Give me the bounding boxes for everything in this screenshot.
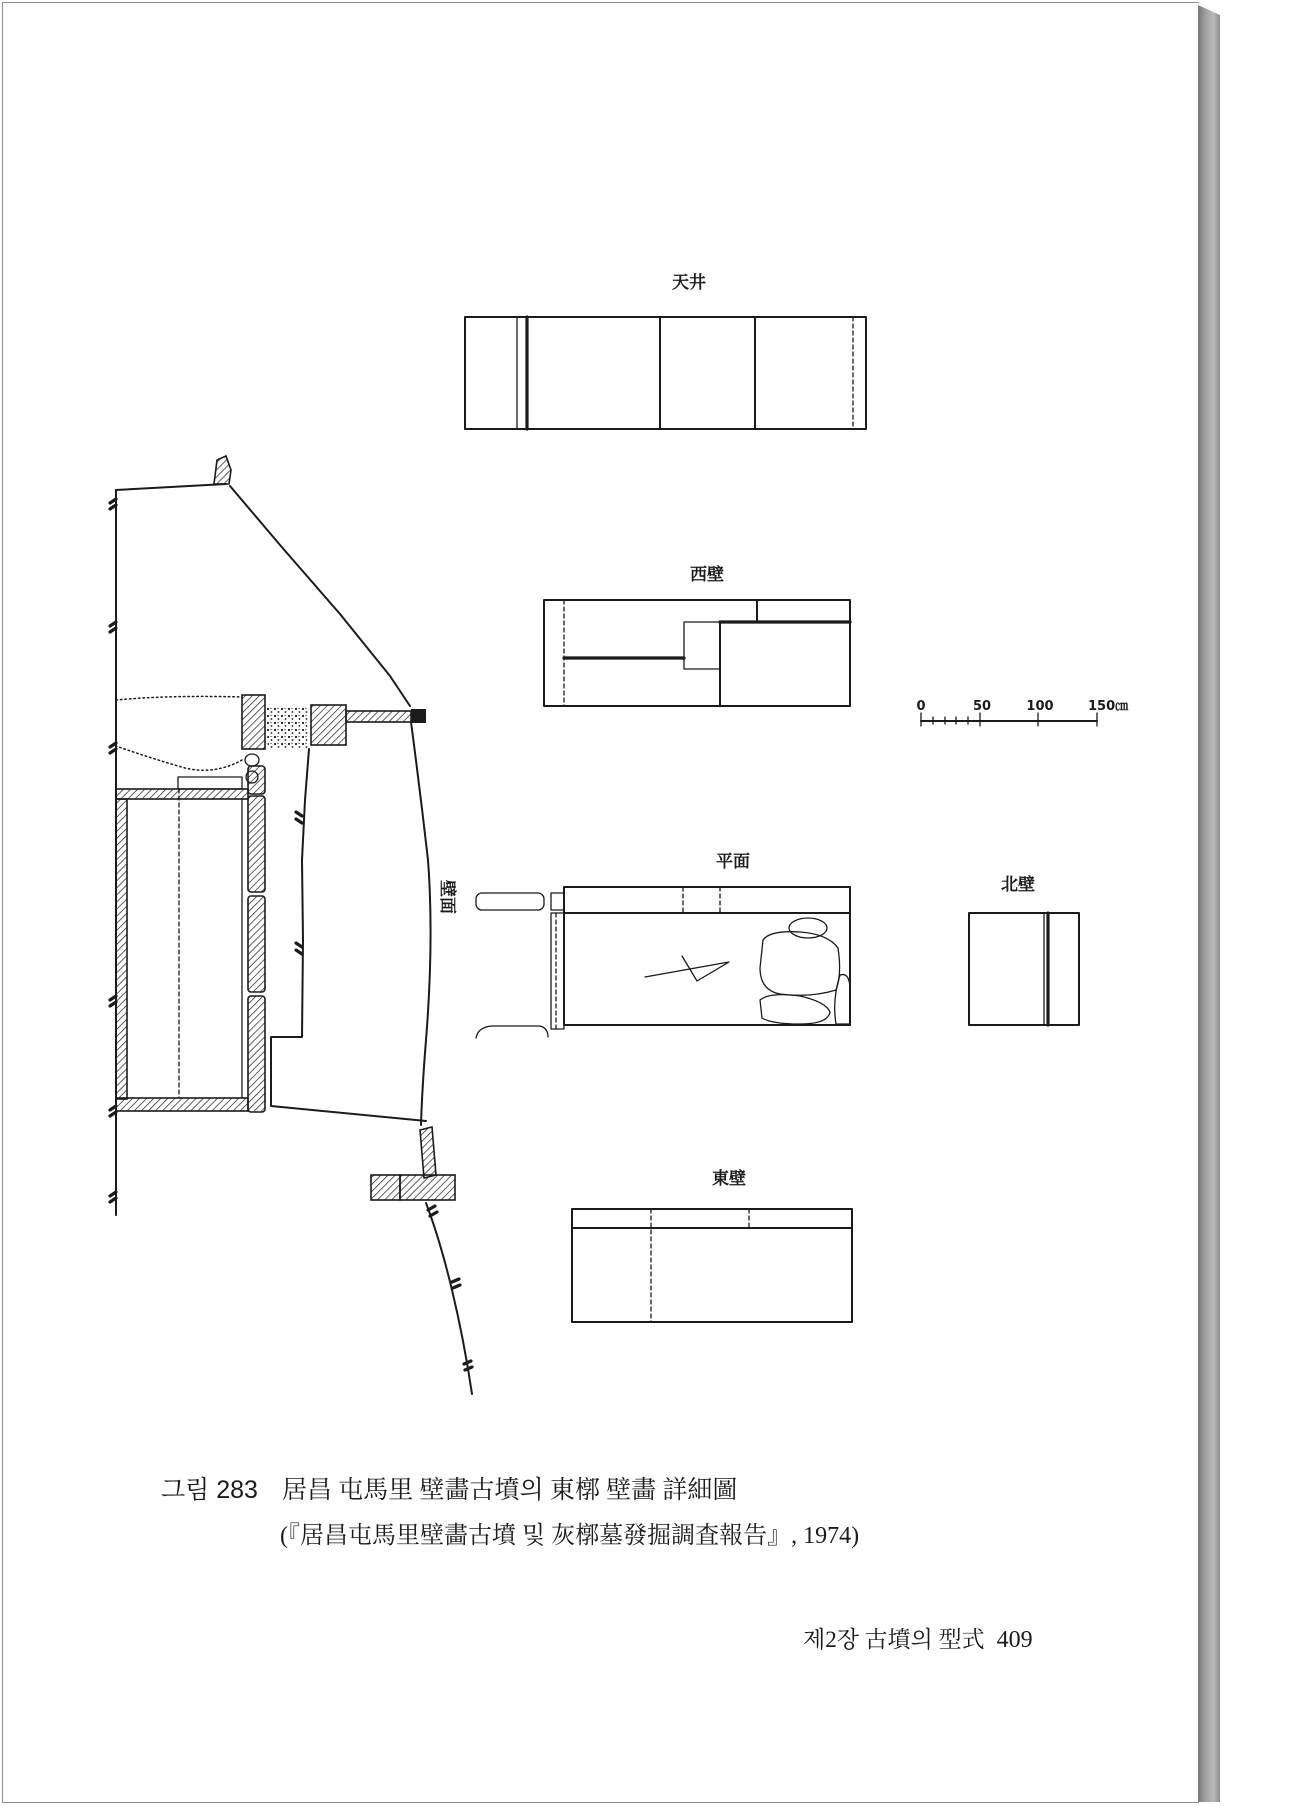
disturbed-soil-outline — [116, 696, 242, 770]
hatched-stone — [400, 1175, 455, 1200]
chamber-side-slab — [116, 799, 127, 1099]
plan-stone — [835, 975, 850, 1024]
plan-corner-stone — [551, 893, 564, 910]
page-footer — [803, 1621, 1033, 1654]
chamber-side-stone — [248, 796, 265, 892]
mound-slope-line — [230, 486, 410, 706]
caption-source: (『居昌屯馬里壁畵古墳 및 灰槨墓發掘調査報告』, 1974) — [280, 1523, 860, 1549]
hatched-stone — [214, 456, 231, 484]
east-wall-outline — [572, 1209, 852, 1322]
mound-outer-line — [411, 722, 431, 1125]
north-wall-outline — [969, 913, 1079, 1025]
page-number: 409 — [996, 1627, 1033, 1653]
figure-caption — [161, 1470, 737, 1506]
caption-title: 居昌 屯馬里 壁畵古墳의 東槨 壁畵 詳細圖 — [281, 1477, 738, 1504]
west-wall-label: 西壁 — [690, 565, 724, 585]
plan-stone — [760, 932, 840, 996]
plan-loose-stone — [476, 893, 544, 910]
plan-label: 平面 — [716, 852, 750, 872]
chamber-side-stone — [248, 766, 265, 794]
west-wall-step-stone — [684, 622, 720, 669]
chamber-cap-stone — [178, 777, 242, 789]
mound-lower-line — [426, 1203, 472, 1394]
ceiling-elevation — [465, 317, 866, 429]
section-drawing — [110, 456, 472, 1394]
hatched-stone — [311, 705, 346, 745]
plan-stone — [760, 995, 830, 1024]
scale-major-ticks — [921, 713, 1097, 726]
scale-tick-label: 150㎝ — [1088, 699, 1129, 714]
chapter-title: 제2장 古墳의 型式 — [803, 1627, 985, 1652]
caption-label: 그림 283 — [161, 1476, 258, 1504]
chamber-floor-slab — [116, 1098, 248, 1111]
scale-tick-label: 50 — [972, 699, 992, 714]
slab-end-block — [411, 709, 426, 723]
west-wall-outline — [544, 600, 850, 706]
east-wall-label: 東壁 — [712, 1169, 746, 1189]
chamber-cover-slab — [116, 789, 248, 799]
plan-outline — [564, 887, 850, 1025]
rubble-fill — [265, 706, 309, 749]
small-stone — [245, 754, 259, 766]
plan-stone-edge — [476, 1026, 548, 1038]
hatched-stone-slab — [346, 711, 411, 722]
section-label: 壁面 — [437, 880, 457, 914]
west-wall-elevation — [544, 600, 850, 706]
mound-top-line — [116, 484, 226, 490]
hatched-stone — [420, 1127, 436, 1178]
chamber-side-stone — [248, 996, 265, 1112]
pit-outline — [271, 749, 426, 1121]
hatched-stone — [242, 695, 265, 749]
plan-west-slab — [551, 913, 564, 1029]
north-wall-elevation — [969, 913, 1079, 1025]
scale-tick-label: 100 — [1026, 699, 1054, 714]
chamber-side-stone — [248, 896, 265, 992]
cut-hatch-marks — [296, 812, 302, 954]
ceiling-outline — [465, 317, 866, 429]
plan-bone-remains — [645, 956, 729, 981]
ceiling-label: 天井 — [672, 273, 706, 293]
north-wall-label: 北壁 — [1001, 875, 1035, 895]
scale-tick-label: 0 — [916, 699, 926, 714]
plan-stone — [789, 918, 827, 938]
plan-view — [476, 887, 850, 1038]
east-wall-elevation — [572, 1209, 852, 1322]
hatched-stone — [371, 1175, 400, 1200]
scale-bar — [916, 699, 1129, 726]
